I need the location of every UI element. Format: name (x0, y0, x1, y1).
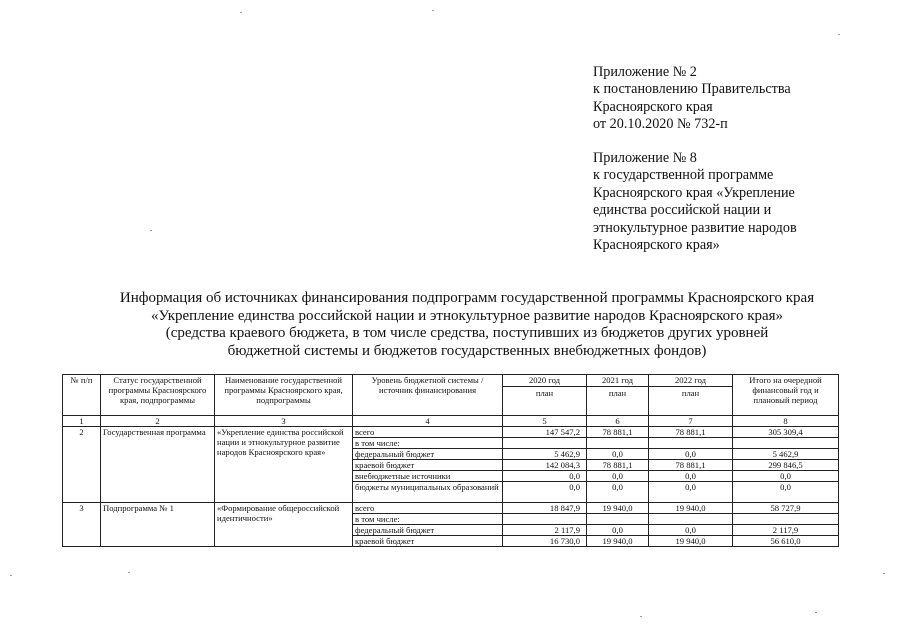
value-2022: 19 940,0 (649, 503, 733, 514)
value-2020: 18 847,9 (503, 503, 587, 514)
value-2021: 0,0 (587, 525, 649, 536)
column-number: 6 (587, 416, 649, 427)
value-2022: 0,0 (649, 449, 733, 460)
column-number: 7 (649, 416, 733, 427)
title-line: (средства краевого бюджета, в том числе средства, поступивших из бюджетов других уровней (165, 325, 769, 341)
value-2022: 19 940,0 (649, 536, 733, 547)
scan-speck (128, 572, 130, 573)
title-line: бюджетной системы и бюджетов государственных внебюджетных фондов) (227, 342, 707, 359)
value-total: 305 309,4 (733, 427, 839, 438)
scan-speck (883, 573, 885, 574)
row-source: федеральный бюджет (353, 449, 503, 460)
row-source: всего (353, 503, 503, 514)
appendix-line: от 20.10.2020 № 732-п (593, 116, 728, 133)
header-plan: план (649, 386, 732, 398)
appendix-8-note (593, 150, 797, 254)
scan-speck (150, 230, 152, 231)
table-header-row (63, 375, 839, 416)
header-2020 (503, 375, 587, 416)
value-2020: 0,0 (503, 471, 587, 482)
value-2022 (649, 514, 733, 525)
row-source: внебюджетные источники (353, 471, 503, 482)
row-source: краевой бюджет (353, 536, 503, 547)
header-year: 2021 год (601, 375, 634, 385)
value-2021: 78 881,1 (587, 460, 649, 471)
row-program-name: «Формирование общероссийской идентичности» (215, 503, 353, 547)
row-source: федеральный бюджет (353, 525, 503, 536)
row-source: краевой бюджет (353, 460, 503, 471)
value-2021: 0,0 (587, 449, 649, 460)
appendix-2-note (593, 64, 791, 134)
value-2021: 19 940,0 (587, 503, 649, 514)
header-total: Итого на очередной финансовый год и плановый период (733, 375, 839, 416)
column-number: 5 (503, 416, 587, 427)
value-2021 (587, 514, 649, 525)
value-2020: 5 462,9 (503, 449, 587, 460)
appendix-line: к постановлению Правительства (593, 81, 791, 98)
value-2020: 2 117,9 (503, 525, 587, 536)
row-source: всего (353, 427, 503, 438)
value-2020 (503, 514, 587, 525)
value-2021: 78 881,1 (587, 427, 649, 438)
financing-table (62, 374, 839, 547)
header-plan: план (587, 386, 648, 398)
header-year: 2020 год (528, 375, 561, 385)
scan-speck (838, 34, 840, 35)
header-status: Статус государственной программы Красноярского края, подпрограммы (101, 375, 215, 416)
value-2020: 147 547,2 (503, 427, 587, 438)
value-total: 58 727,9 (733, 503, 839, 514)
row-status: Подпрограмма № 1 (101, 503, 215, 547)
value-total (733, 514, 839, 525)
appendix-line: Красноярского края» (593, 237, 720, 254)
value-2022: 0,0 (649, 471, 733, 482)
header-plan: план (503, 386, 586, 398)
row-num: 3 (63, 503, 101, 547)
appendix-line: Приложение № 2 (593, 64, 697, 80)
appendix-line: Красноярского края (593, 98, 713, 115)
value-2020: 142 084,3 (503, 460, 587, 471)
scan-speck (815, 612, 817, 613)
header-name: Наименование государственной программы Красноярского края, подпрограммы (215, 375, 353, 416)
value-2022: 78 881,1 (649, 427, 733, 438)
column-number: 3 (215, 416, 353, 427)
column-number: 2 (101, 416, 215, 427)
row-source: в том числе: (353, 514, 503, 525)
value-total: 0,0 (733, 471, 839, 482)
value-2020: 0,0 (503, 482, 587, 503)
value-total: 5 462,9 (733, 449, 839, 460)
header-2022 (649, 375, 733, 416)
appendix-line: единства российской нации и (593, 202, 772, 219)
value-total: 2 117,9 (733, 525, 839, 536)
row-program-name: «Укрепление единства российской нации и этнокультурное развитие народов Красноярского края» (215, 427, 353, 503)
scan-speck (640, 616, 642, 617)
row-num: 2 (63, 427, 101, 503)
document-title (60, 290, 874, 360)
scan-speck (240, 12, 242, 13)
value-2021: 0,0 (587, 482, 649, 503)
value-total (733, 438, 839, 449)
value-2021 (587, 438, 649, 449)
row-source: в том числе: (353, 438, 503, 449)
table-row (63, 503, 839, 514)
header-2021 (587, 375, 649, 416)
column-number: 8 (733, 416, 839, 427)
scan-speck (432, 10, 434, 11)
scan-speck (10, 575, 12, 576)
value-total: 56 610,0 (733, 536, 839, 547)
header-num: № п/п (63, 375, 101, 416)
column-number: 1 (63, 416, 101, 427)
value-2020: 16 730,0 (503, 536, 587, 547)
table-row (63, 427, 839, 438)
value-2021: 0,0 (587, 471, 649, 482)
column-number-row (63, 416, 839, 427)
table-body (63, 375, 839, 547)
appendix-line: к государственной программе (593, 167, 774, 184)
value-2022: 78 881,1 (649, 460, 733, 471)
title-line: «Укрепление единства российской нации и этнокультурное развитие народов Красноярского края» (150, 307, 784, 324)
appendix-line: Красноярского края «Укрепление (593, 184, 795, 201)
value-2022 (649, 438, 733, 449)
value-2022: 0,0 (649, 482, 733, 503)
appendix-line: Приложение № 8 (593, 150, 697, 166)
header-level: Уровень бюджетной системы / источник финансирования (353, 375, 503, 416)
row-source: бюджеты муниципальных образований (353, 482, 503, 503)
value-2020 (503, 438, 587, 449)
column-number: 4 (353, 416, 503, 427)
value-2022: 0,0 (649, 525, 733, 536)
row-status: Государственная программа (101, 427, 215, 503)
value-total: 0,0 (733, 482, 839, 503)
title-line: Информация об источниках финансирования подпрограмм государственной программы Красноярского края (119, 290, 815, 306)
value-2021: 19 940,0 (587, 536, 649, 547)
appendix-line: этнокультурное развитие народов (593, 219, 797, 236)
value-total: 299 846,5 (733, 460, 839, 471)
header-year: 2022 год (674, 375, 707, 385)
